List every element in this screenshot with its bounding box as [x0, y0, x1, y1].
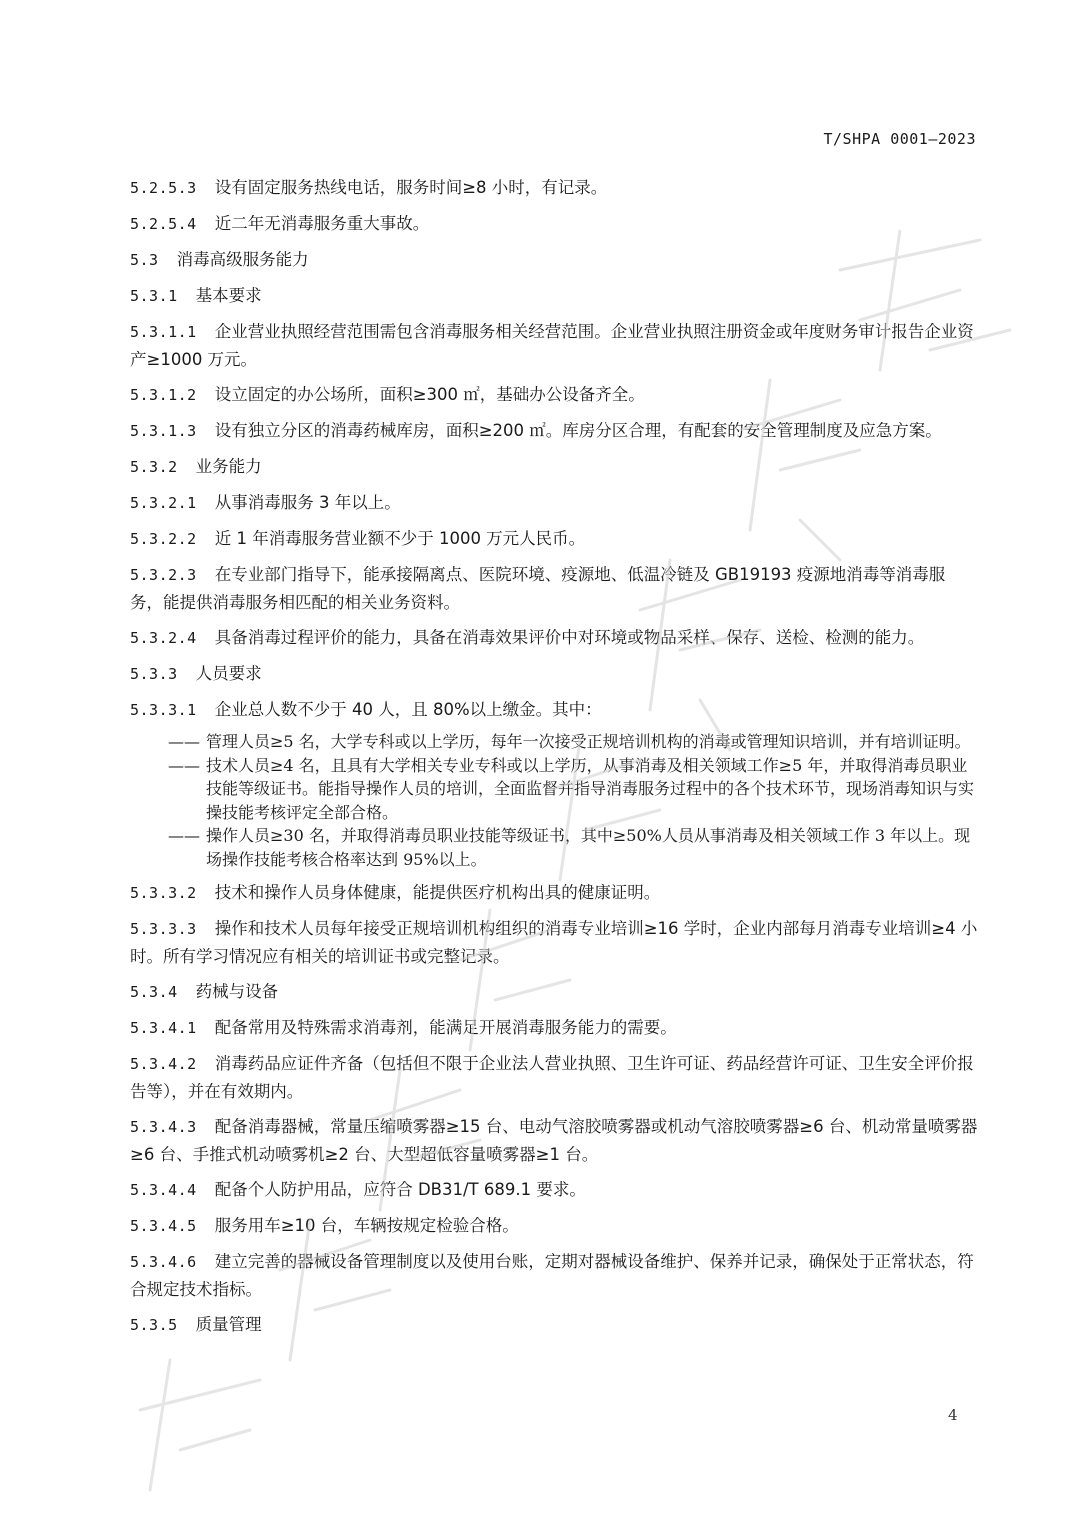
clause-paragraph — [130, 318, 978, 373]
paragraph-group-1 — [130, 174, 978, 724]
clause-number: 5.3.3.2 — [130, 884, 197, 902]
clause-number: 5.3.3.3 — [130, 920, 197, 938]
clause-text: 具备消毒过程评价的能力，具备在消毒效果评价中对环境或物品采样、保存、送检、检测的能力。 — [214, 628, 925, 647]
clause-number: 5.3.1.2 — [130, 386, 197, 404]
dash-bullet: —— — [168, 755, 200, 775]
list-item-text: 管理人员≥5 名，大学专科或以上学历，每年一次接受正规培训机构的消毒或管理知识培训，并有培训证明。 — [206, 732, 971, 751]
clause-paragraph — [130, 1014, 978, 1042]
clause-number: 5.3 — [130, 251, 159, 269]
clause-text: 设有固定服务热线电话，服务时间≥8 小时，有记录。 — [214, 178, 608, 197]
clause-paragraph — [130, 978, 978, 1006]
clause-text: 配备消毒器械，常量压缩喷雾器≥15 台、电动气溶胶喷雾器或机动气溶胶喷雾器≥6 台、机动常量喷雾器≥6 台、手推式机动喷雾机≥2 台、大型超低容量喷雾器≥1 台。 — [130, 1117, 978, 1164]
staff-requirement-list — [168, 730, 978, 871]
clause-text: 操作和技术人员每年接受正规培训机构组织的消毒专业培训≥16 学时，企业内部每月消毒专业培训≥4 小时。所有学习情况应有相关的培训证书或完整记录。 — [130, 919, 978, 966]
clause-number: 5.3.2.2 — [130, 530, 197, 548]
page-number: 4 — [948, 1406, 958, 1424]
clause-paragraph — [130, 1248, 978, 1303]
clause-text: 消毒高级服务能力 — [176, 250, 309, 269]
clause-text: 建立完善的器械设备管理制度以及使用台账，定期对器械设备维护、保养并记录，确保处于正常状态，符合规定技术指标。 — [130, 1252, 974, 1299]
clause-paragraph — [130, 381, 978, 409]
clause-text: 企业总人数不少于 40 人，且 80%以上缴金。其中： — [214, 700, 602, 719]
clause-number: 5.3.2.1 — [130, 494, 197, 512]
dash-bullet: —— — [168, 732, 200, 751]
clause-paragraph — [130, 1311, 978, 1339]
clause-text: 设立固定的办公场所，面积≥300 ㎡，基础办公设备齐全。 — [214, 385, 645, 404]
clause-text: 配备常用及特殊需求消毒剂，能满足开展消毒服务能力的需要。 — [214, 1018, 677, 1037]
clause-text: 从事消毒服务 3 年以上。 — [214, 493, 401, 512]
clause-text: 近 1 年消毒服务营业额不少于 1000 万元人民币。 — [214, 529, 586, 548]
list-item-text: 操作人员≥30 名，并取得消毒员职业技能等级证书，其中≥50%人员从事消毒及相关领域工作 3 年以上。现场操作技能考核合格率达到 95%以上。 — [206, 826, 971, 869]
clause-paragraph — [130, 915, 978, 970]
clause-paragraph — [130, 624, 978, 652]
clause-number: 5.3.2.3 — [130, 566, 197, 584]
clause-text: 设有独立分区的消毒药械库房，面积≥200 ㎡。库房分区合理，有配套的安全管理制度及应急方案。 — [214, 421, 942, 440]
clause-text: 人员要求 — [195, 664, 262, 683]
clause-number: 5.3.5 — [130, 1316, 178, 1334]
clause-text: 基本要求 — [195, 286, 262, 305]
clause-paragraph — [130, 561, 978, 616]
paragraph-group-2 — [130, 879, 978, 1339]
clause-text: 业务能力 — [195, 457, 262, 476]
clause-number: 5.3.1.3 — [130, 422, 197, 440]
clause-paragraph — [130, 282, 978, 310]
clause-text: 配备个人防护用品，应符合 DB31/T 689.1 要求。 — [214, 1180, 586, 1199]
clause-paragraph — [130, 660, 978, 688]
clause-paragraph — [130, 489, 978, 517]
clause-paragraph — [130, 1212, 978, 1240]
clause-paragraph — [130, 246, 978, 274]
clause-paragraph — [130, 210, 978, 238]
list-item-text: 技术人员≥4 名，且具有大学相关专业专科或以上学历，从事消毒及相关领域工作≥5 年，并取得消毒员职业技能等级证书。能指导操作人员的培训，全面监督并指导消毒服务过程中的各个技术环节，现场消毒知识与实操技能考核评定全部合格。 — [206, 755, 975, 822]
clause-number: 5.3.4.5 — [130, 1217, 197, 1235]
clause-paragraph — [130, 696, 978, 724]
clause-text: 技术和操作人员身体健康，能提供医疗机构出具的健康证明。 — [214, 883, 661, 902]
list-item — [168, 730, 978, 754]
clause-text: 企业营业执照经营范围需包含消毒服务相关经营范围。企业营业执照注册资金或年度财务审计报告企业资产≥1000 万元。 — [130, 322, 974, 369]
clause-paragraph — [130, 417, 978, 445]
clause-number: 5.3.1 — [130, 287, 178, 305]
list-item — [168, 824, 978, 871]
list-item — [168, 754, 978, 825]
clause-paragraph — [130, 525, 978, 553]
clause-number: 5.3.4.4 — [130, 1181, 197, 1199]
clause-number: 5.3.4.6 — [130, 1253, 197, 1271]
dash-bullet: —— — [168, 826, 200, 845]
clause-number: 5.3.3 — [130, 665, 178, 683]
clause-paragraph — [130, 453, 978, 481]
clause-paragraph — [130, 1050, 978, 1105]
clause-text: 药械与设备 — [195, 982, 279, 1001]
clause-number: 5.3.4.3 — [130, 1118, 197, 1136]
clause-number: 5.3.4.2 — [130, 1055, 197, 1073]
document-code: T/SHPA 0001—2023 — [823, 130, 976, 148]
clause-number: 5.3.2 — [130, 458, 178, 476]
clause-number: 5.3.1.1 — [130, 323, 197, 341]
clause-number: 5.3.3.1 — [130, 701, 197, 719]
clause-number: 5.3.2.4 — [130, 629, 197, 647]
document-body — [130, 174, 978, 1347]
clause-text: 近二年无消毒服务重大事故。 — [214, 214, 430, 233]
clause-paragraph — [130, 1176, 978, 1204]
clause-text: 质量管理 — [195, 1315, 262, 1334]
clause-text: 在专业部门指导下，能承接隔离点、医院环境、疫源地、低温冷链及 GB19193 疫源地消毒等消毒服务，能提供消毒服务相匹配的相关业务资料。 — [130, 565, 946, 612]
clause-number: 5.3.4.1 — [130, 1019, 197, 1037]
clause-number: 5.2.5.4 — [130, 215, 197, 233]
clause-number: 5.2.5.3 — [130, 179, 197, 197]
clause-paragraph — [130, 879, 978, 907]
clause-paragraph — [130, 1113, 978, 1168]
clause-number: 5.3.4 — [130, 983, 178, 1001]
clause-paragraph — [130, 174, 978, 202]
clause-text: 服务用车≥10 台，车辆按规定检验合格。 — [214, 1216, 519, 1235]
clause-text: 消毒药品应证件齐备（包括但不限于企业法人营业执照、卫生许可证、药品经营许可证、卫生安全评价报告等），并在有效期内。 — [130, 1054, 974, 1101]
